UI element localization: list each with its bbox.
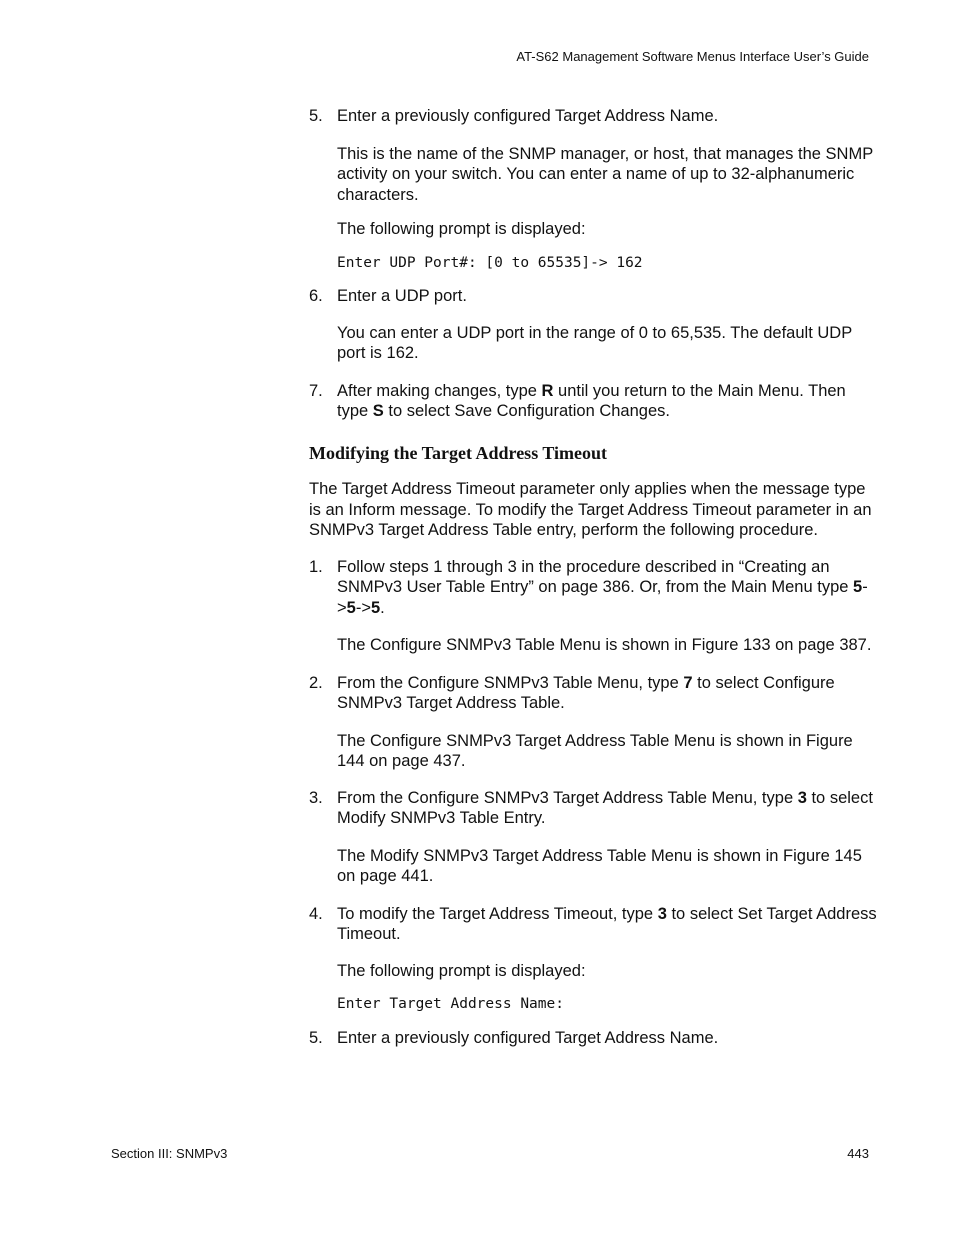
proc-step-3-description: The Modify SNMPv3 Target Address Table Menu is shown in Figure 145 on page 441. xyxy=(337,846,862,885)
prompt-intro: The following prompt is displayed: xyxy=(337,961,586,980)
proc-step-2-description: The Configure SNMPv3 Target Address Table Menu is shown in Figure 144 on page 437. xyxy=(337,731,853,770)
target-address-prompt: Enter Target Address Name: xyxy=(337,996,564,1012)
step-number: 5. xyxy=(309,107,323,125)
running-header: AT-S62 Management Software Menus Interface User’s Guide xyxy=(516,49,869,64)
proc-step-1 xyxy=(309,557,879,619)
step-number: 6. xyxy=(309,287,323,305)
proc-step-3 xyxy=(309,788,879,829)
page-number: 443 xyxy=(847,1146,869,1161)
step-text: Enter a previously configured Target Address Name. xyxy=(337,107,719,125)
step-text: To modify the Target Address Timeout, type 3 to select Set Target Address Timeout. xyxy=(337,904,877,943)
proc-step-1-description: The Configure SNMPv3 Table Menu is shown in Figure 133 on page 387. xyxy=(337,636,872,654)
step-7-save xyxy=(309,381,879,422)
step-6-description: You can enter a UDP port in the range of 0 to 65,535. The default UDP port is 162. xyxy=(337,323,852,362)
step-5-description: This is the name of the SNMP manager, or host, that manages the SNMP activity on your switch. You can enter a name of up to 32-alphanumeric characters. xyxy=(337,144,873,204)
step-number: 5. xyxy=(309,1028,323,1047)
step-number: 3. xyxy=(309,788,323,807)
step-number: 7. xyxy=(309,381,323,400)
step-number: 2. xyxy=(309,673,323,692)
step-text: After making changes, type R until you return to the Main Menu. Then type S to select Save Configuration Changes. xyxy=(337,381,846,420)
proc-step-5 xyxy=(309,1028,879,1049)
step-5-select-target xyxy=(309,106,879,127)
proc-step-4 xyxy=(309,904,879,945)
step-text: Enter a UDP port. xyxy=(337,287,467,305)
section-heading: Modifying the Target Address Timeout xyxy=(309,442,608,463)
step-number: 1. xyxy=(309,557,323,576)
footer-section: Section III: SNMPv3 xyxy=(111,1146,228,1161)
step-number: 4. xyxy=(309,904,323,923)
page-body xyxy=(309,106,879,1048)
step-text: From the Configure SNMPv3 Table Menu, type 7 to select Configure SNMPv3 Target Address Table. xyxy=(337,673,835,712)
proc-step-2 xyxy=(309,673,879,714)
prompt-intro: The following prompt is displayed: xyxy=(337,220,586,238)
udp-port-prompt: Enter UDP Port#: [0 to 65535]-> 162 xyxy=(337,254,643,271)
step-text: Enter a previously configured Target Address Name. xyxy=(337,1028,719,1047)
key-s: S xyxy=(372,402,384,420)
step-text: Follow steps 1 through 3 in the procedure described in “Creating an SNMPv3 User Table Entry” on page 386. Or, from the Main Menu type 5->5->5. xyxy=(337,557,868,617)
step-text: From the Configure SNMPv3 Target Address Table Menu, type 3 to select Modify SNMPv3 Table Entry. xyxy=(337,788,873,827)
section-intro: The Target Address Timeout parameter only applies when the message type is an Inform message. To modify the Target Address Timeout parameter in an SNMPv3 Target Address Table entry, perform the following procedure. xyxy=(309,480,872,539)
step-6-udp-port xyxy=(309,286,879,307)
key-r: R xyxy=(541,381,554,400)
